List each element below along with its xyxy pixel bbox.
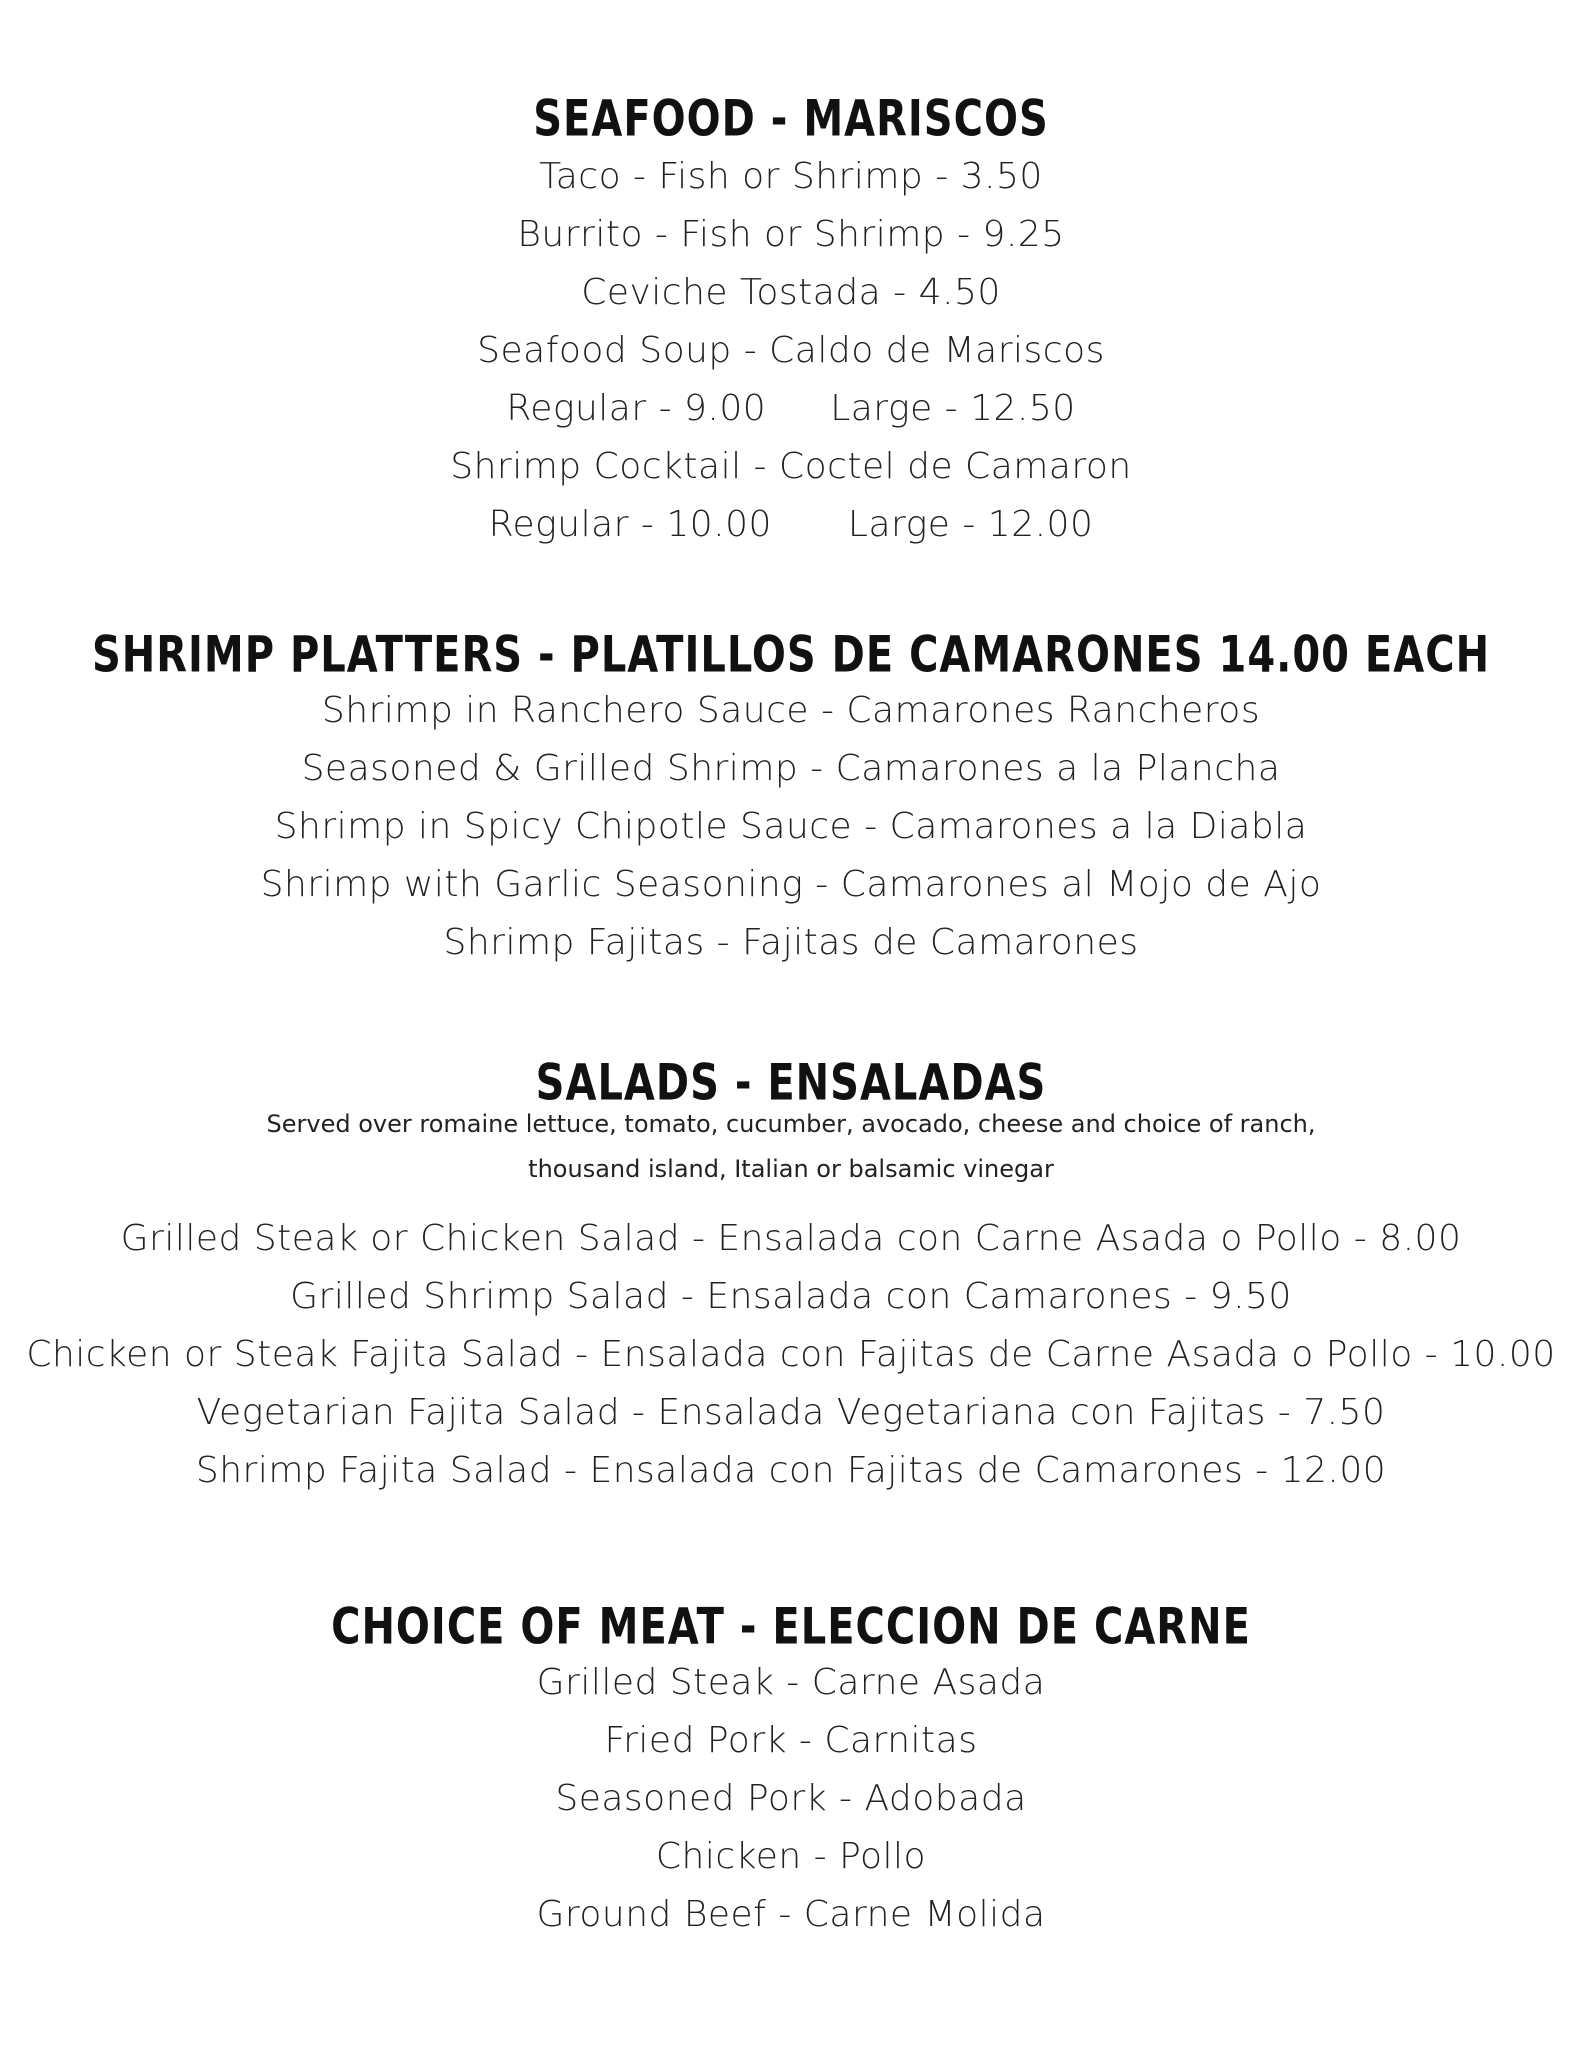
seafood-item: Taco - Fish or Shrimp - 3.50 — [539, 156, 1043, 197]
meat-item: Ground Beef - Carne Molida — [536, 1894, 1046, 1935]
meat-item: Chicken - Pollo — [655, 1836, 927, 1877]
seafood-heading: SEAFOOD - MARISCOS — [533, 90, 1049, 148]
soup-large-price: Large - 12.50 — [830, 388, 1076, 429]
cocktail-sizes — [0, 504, 1582, 545]
seafood-item: Seafood Soup - Caldo de Mariscos — [477, 330, 1105, 371]
shrimp-platters-heading: SHRIMP PLATTERS - PLATILLOS DE CAMARONES 14.00 EACH — [91, 626, 1491, 684]
platter-item: Shrimp in Ranchero Sauce - Camarones Rancheros — [321, 690, 1261, 731]
salads-note: Served over romaine lettuce, tomato, cucumber, avocado, cheese and choice of ranch, — [266, 1110, 1316, 1138]
meat-item: Fried Pork - Carnitas — [604, 1720, 978, 1761]
salads-note: thousand island, Italian or balsamic vinegar — [528, 1155, 1054, 1183]
salad-item: Chicken or Steak Fajita Salad - Ensalada con Fajitas de Carne Asada o Pollo - 10.00 — [26, 1334, 1556, 1375]
salad-item: Shrimp Fajita Salad - Ensalada con Fajitas de Camarones - 12.00 — [195, 1450, 1387, 1491]
platter-item: Seasoned & Grilled Shrimp - Camarones a la Plancha — [301, 748, 1281, 789]
seafood-item: Shrimp Cocktail - Coctel de Camaron — [450, 446, 1132, 487]
soup-regular-price: Regular - 9.00 — [506, 388, 767, 429]
meat-item: Grilled Steak - Carne Asada — [536, 1662, 1046, 1703]
meat-heading: CHOICE OF MEAT - ELECCION DE CARNE — [331, 1598, 1251, 1656]
soup-sizes — [0, 388, 1582, 429]
cocktail-large-price: Large - 12.00 — [847, 504, 1094, 545]
salad-item: Grilled Shrimp Salad - Ensalada con Camarones - 9.50 — [290, 1276, 1292, 1317]
seafood-item: Burrito - Fish or Shrimp - 9.25 — [517, 214, 1065, 255]
salad-item: Vegetarian Fajita Salad - Ensalada Vegetariana con Fajitas - 7.50 — [196, 1392, 1386, 1433]
platter-item: Shrimp with Garlic Seasoning - Camarones al Mojo de Ajo — [260, 864, 1322, 905]
meat-item: Seasoned Pork - Adobada — [555, 1778, 1027, 1819]
seafood-item: Ceviche Tostada - 4.50 — [581, 272, 1001, 313]
salad-item: Grilled Steak or Chicken Salad - Ensalada con Carne Asada o Pollo - 8.00 — [120, 1218, 1462, 1259]
cocktail-regular-price: Regular - 10.00 — [488, 504, 772, 545]
platter-item: Shrimp in Spicy Chipotle Sauce - Camarones a la Diabla — [274, 806, 1308, 847]
platter-item: Shrimp Fajitas - Fajitas de Camarones — [443, 922, 1139, 963]
salads-heading: SALADS - ENSALADAS — [535, 1054, 1047, 1112]
